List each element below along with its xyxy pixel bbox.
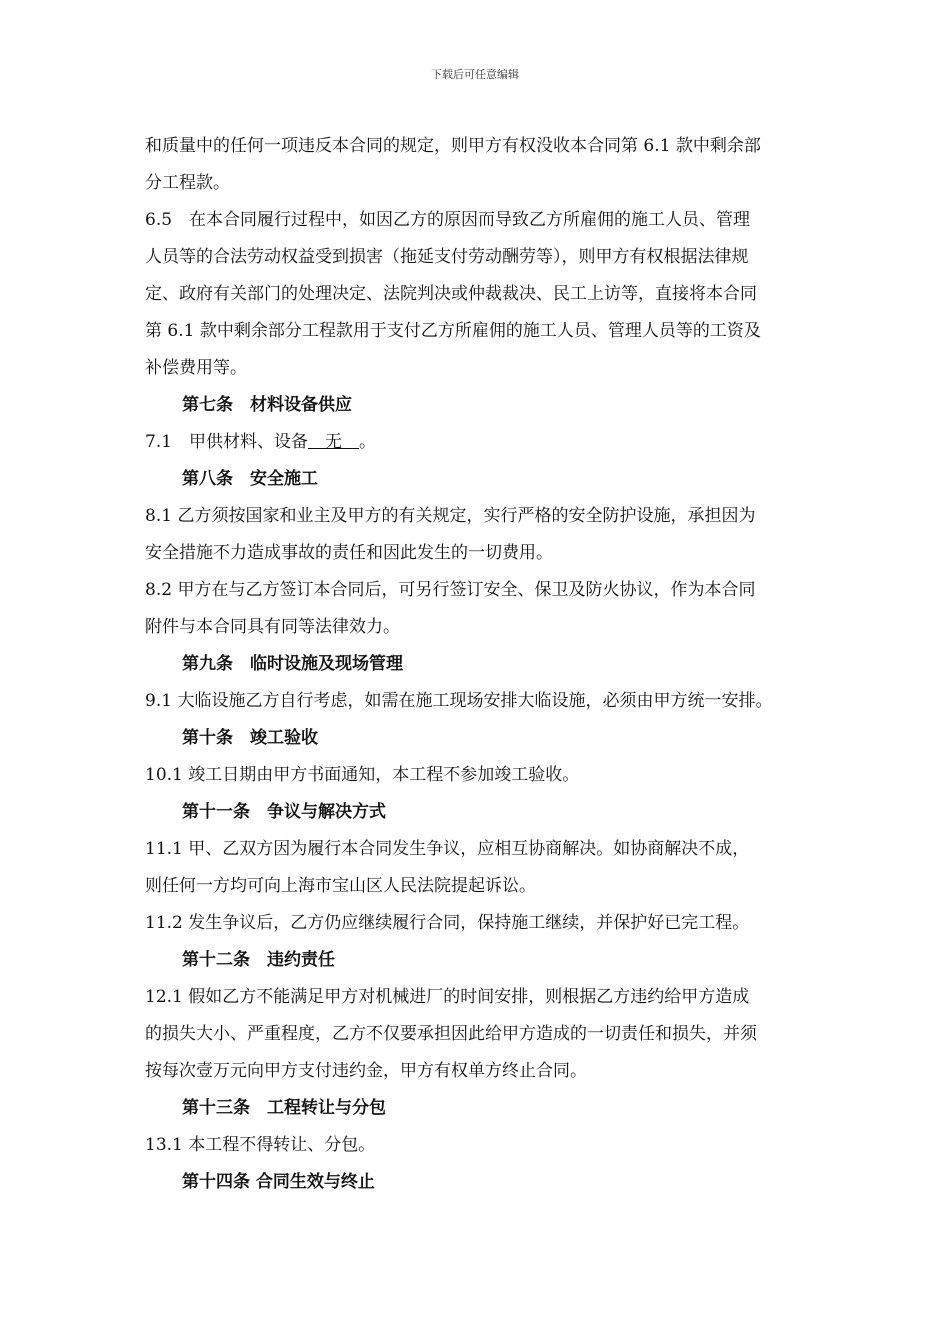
paragraph-7-1 [145, 424, 845, 461]
page-header: 下载后可任意编辑 [431, 68, 519, 81]
article-7-heading: 第七条 材料设备供应 [182, 395, 352, 415]
paragraph-9-1: 9.1 大临设施乙方自行考虑，如需在施工现场安排大临设施，必须由甲方统一安排。 [145, 691, 773, 711]
paragraph-7-1-end: 。 [359, 432, 377, 452]
paragraph-6-5-line-4: 第 6.1 款中剩余部分工程款用于支付乙方所雇佣的施工人员、管理人员等的工资及 [145, 321, 761, 341]
paragraph-11-1-line-2: 则任何一方均可向上海市宝山区人民法院提起诉讼。 [145, 876, 536, 896]
paragraph-12-1-line-1: 12.1 假如乙方不能满足甲方对机械进厂的时间安排，则根据乙方违约给甲方造成 [145, 987, 750, 1007]
article-11-heading: 第十一条 争议与解决方式 [182, 802, 386, 822]
paragraph-6-5-line-2: 人员等的合法劳动权益受到损害（拖延支付劳动酬劳等），则甲方有权根据法律规 [145, 247, 749, 267]
paragraph-10-1: 10.1 竣工日期由甲方书面通知，本工程不参加竣工验收。 [145, 765, 580, 785]
article-10-heading: 第十条 竣工验收 [182, 728, 318, 748]
supplied-materials-value: 无 [308, 432, 360, 452]
paragraph-6-4-line-2: 分工程款。 [145, 173, 230, 193]
paragraph-12-1-line-3: 按每次壹万元向甲方支付违约金，甲方有权单方终止合同。 [145, 1061, 587, 1081]
paragraph-8-1-line-2: 安全措施不力造成事故的责任和因此发生的一切费用。 [145, 543, 553, 563]
article-9-heading: 第九条 临时设施及现场管理 [182, 654, 403, 674]
document-body [145, 128, 845, 1201]
article-13-heading: 第十三条 工程转让与分包 [182, 1098, 386, 1118]
paragraph-13-1: 13.1 本工程不得转让、分包。 [145, 1135, 376, 1155]
article-8-heading: 第八条 安全施工 [182, 469, 318, 489]
paragraph-6-4-line-1: 和质量中的任何一项违反本合同的规定，则甲方有权没收本合同第 6.1 款中剩余部 [145, 136, 761, 156]
paragraph-6-5-line-1: 6.5 在本合同履行过程中，如因乙方的原因而导致乙方所雇佣的施工人员、管理 [145, 210, 751, 230]
paragraph-8-2-line-2: 附件与本合同具有同等法律效力。 [145, 617, 400, 637]
paragraph-8-2-line-1: 8.2 甲方在与乙方签订本合同后，可另行签订安全、保卫及防火协议，作为本合同 [145, 580, 756, 600]
article-14-heading: 第十四条 合同生效与终止 [182, 1172, 375, 1192]
paragraph-6-5-line-3: 定、政府有关部门的处理决定、法院判决或仲裁裁决、民工上访等，直接将本合同 [145, 284, 757, 304]
paragraph-11-1-line-1: 11.1 甲、乙双方因为履行本合同发生争议，应相互协商解决。如协商解决不成， [145, 839, 750, 859]
paragraph-7-1-text: 7.1 甲供材料、设备 [145, 432, 309, 452]
article-12-heading: 第十二条 违约责任 [182, 950, 335, 970]
paragraph-8-1-line-1: 8.1 乙方须按国家和业主及甲方的有关规定，实行严格的安全防护设施，承担因为 [145, 506, 756, 526]
paragraph-11-2: 11.2 发生争议后，乙方仍应继续履行合同，保持施工继续，并保护好已完工程。 [145, 913, 750, 933]
paragraph-6-5-line-5: 补偿费用等。 [145, 358, 247, 378]
paragraph-12-1-line-2: 的损失大小、严重程度，乙方不仅要承担因此给甲方造成的一切责任和损失，并须 [145, 1024, 757, 1044]
